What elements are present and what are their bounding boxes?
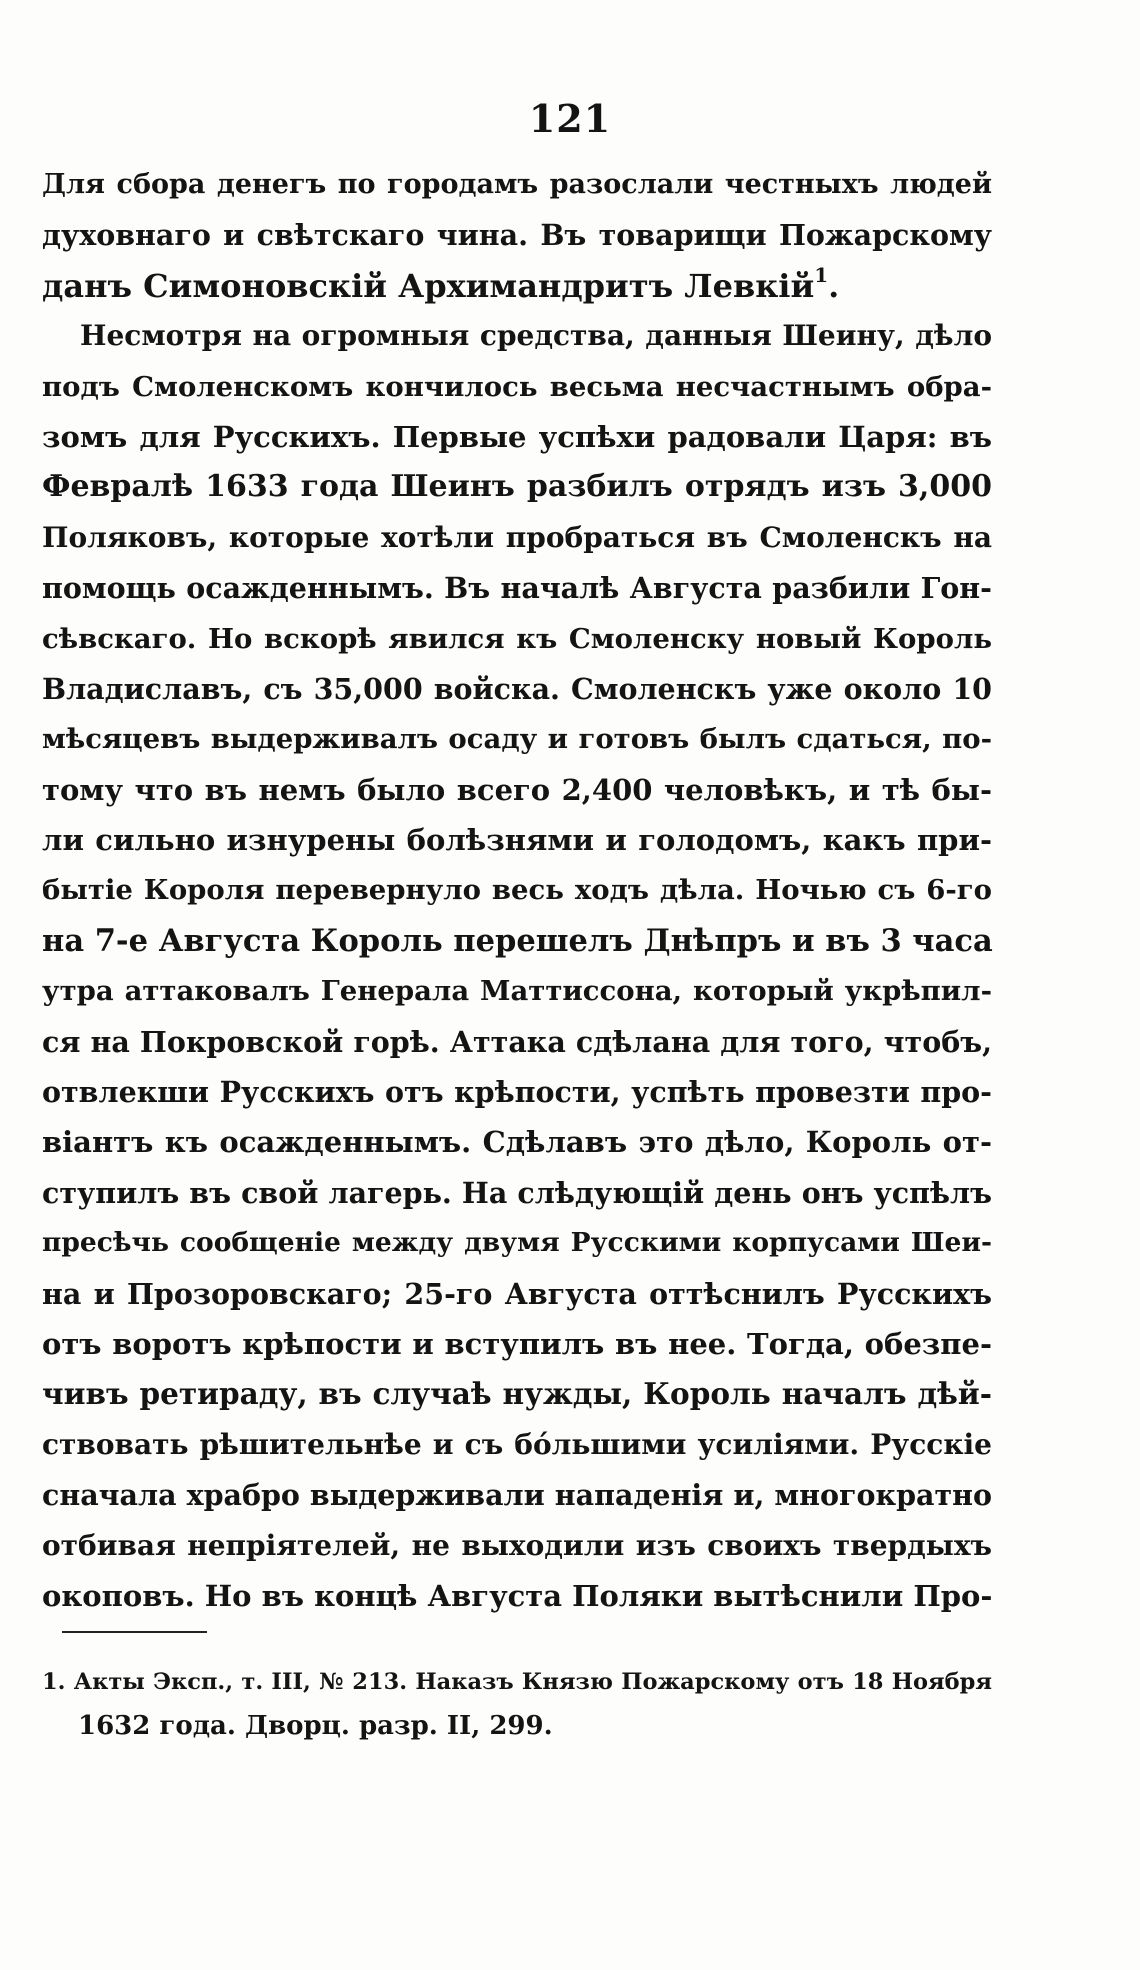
text-line: Поляковъ, которые хотѣли пробраться въ Смоленскъ на <box>42 520 992 554</box>
text-line: ствовать рѣшительнѣе и съ бóльшими усиліями. Русскіе <box>42 1427 992 1461</box>
text-line: мѣсяцевъ выдерживалъ осаду и готовъ былъ сдаться, по- <box>42 723 992 756</box>
footnote-divider <box>62 1631 207 1633</box>
footnote-line: 1632 года. Дворц. разр. II, 299. <box>78 1711 553 1741</box>
text-line: сначала храбро выдерживали нападенія и, многократно <box>42 1478 992 1513</box>
text-line: Для сбора денегъ по городамъ разослали честныхъ людей <box>42 169 992 200</box>
body-text <box>42 160 992 1621</box>
text-line: отбивая непріятелей, не выходили изъ своихъ твердыхъ <box>42 1528 992 1562</box>
text-line: ли сильно изнурены болѣзнями и голодомъ, какъ при- <box>42 823 992 858</box>
text-line: отвлекши Русскихъ отъ крѣпости, успѣть провезти про- <box>42 1075 992 1110</box>
text-line: тому что въ немъ было всего 2,400 человѣкъ, и тѣ бы- <box>42 772 992 807</box>
text-line: утра аттаковалъ Генерала Маттиссона, который укрѣпил- <box>42 975 992 1008</box>
text-line: подъ Смоленскомъ кончилось весьма несчастнымъ обра- <box>42 370 992 403</box>
text-line: зомъ для Русскихъ. Первые успѣхи радовали Царя: въ <box>42 419 992 454</box>
text-line: отъ воротъ крѣпости и вступилъ въ нее. Тогда, обезпе- <box>42 1326 992 1361</box>
text-line: Февралѣ 1633 года Шеинъ разбилъ отрядъ изъ 3,000 <box>42 469 992 505</box>
text-line: помощь осажденнымъ. Въ началѣ Августа разбили Гон- <box>42 571 992 606</box>
text-line: сѣвскаго. Но вскорѣ явился къ Смоленску новый Король <box>42 622 992 655</box>
text-line: духовнаго и свѣтскаго чина. Въ товарищи Пожарскому <box>42 218 992 253</box>
footnotes <box>42 1660 992 1748</box>
text-line: на и Прозоровскаго; 25-го Августа оттѣснилъ Русскихъ <box>42 1276 992 1311</box>
text-line: ступилъ въ свой лагерь. На слѣдующій день онъ успѣлъ <box>42 1175 992 1210</box>
text-line: данъ Симоновскій Архимандритъ Левкій$^1$. <box>42 262 840 305</box>
text-line-content: данъ Симоновскій Архимандритъ Левкій <box>42 266 815 305</box>
text-line: віантъ къ осажденнымъ. Сдѣлавъ это дѣло, Король от- <box>42 1125 992 1160</box>
text-line: Несмотря на огромныя средства, данныя Шеину, дѣло <box>80 319 992 353</box>
page-number: 121 <box>528 96 612 141</box>
text-line: Владиславъ, съ 35,000 войска. Смоленскъ уже около 10 <box>42 671 992 706</box>
text-line: на 7-е Августа Король перешелъ Днѣпръ и въ 3 часа <box>42 922 993 959</box>
text-line: пресѣчь сообщеніе между двумя Русскими корпусами Шеи- <box>42 1227 992 1259</box>
text-line: бытіе Короля перевернуло весь ходъ дѣла. Ночью съ 6-го <box>42 874 992 907</box>
footnote-reference: 1 <box>814 262 829 287</box>
text-line: ся на Покровской горѣ. Аттака сдѣлана для того, чтобъ, <box>42 1024 992 1059</box>
footnote-line: 1. Акты Эксп., т. III, № 213. Наказъ Князю Пожарскому отъ 18 Ноября <box>42 1669 992 1695</box>
text-line: окоповъ. Но въ концѣ Августа Поляки вытѣснили Про- <box>42 1578 993 1613</box>
text-line: чивъ ретираду, въ случаѣ нужды, Король началъ дѣй- <box>42 1376 992 1412</box>
